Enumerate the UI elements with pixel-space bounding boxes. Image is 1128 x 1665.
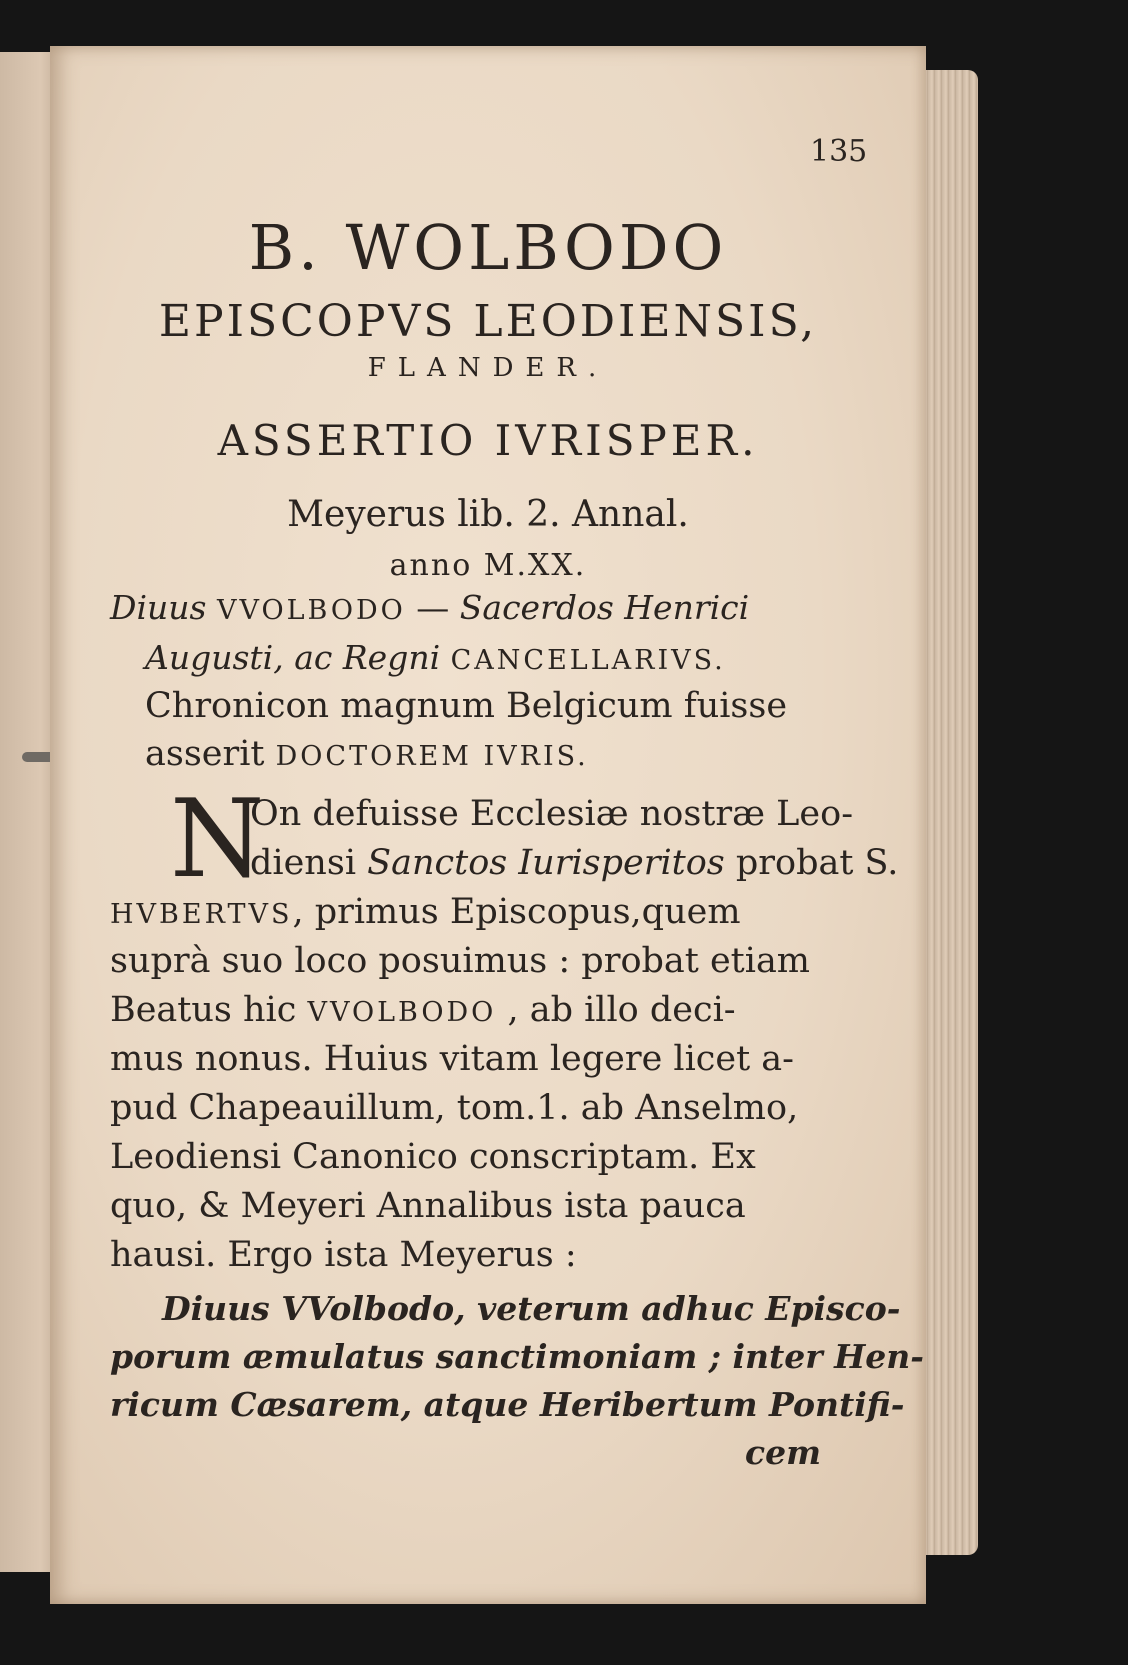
citation-line-4: asserit DOCTOREM IVRIS. — [145, 734, 589, 774]
body-line-1: On defuisse Ecclesiæ nostræ Leo- — [250, 794, 854, 834]
body-line-2: diensi Sanctos Iurisperitos probat S. — [250, 843, 899, 883]
book-page — [50, 46, 926, 1604]
drop-capital: N — [170, 777, 265, 902]
citation-line-1: Diuus VVOLBODO — Sacerdos Henrici — [110, 588, 750, 627]
title-name: B. WOLBODO — [248, 211, 728, 284]
source-reference: Meyerus lib. 2. Annal. — [287, 494, 689, 535]
quote-line-2: porum æmulatus sanctimoniam ; inter Hen- — [110, 1337, 924, 1376]
citation-line-2: Augusti, ac Regni CANCELLARIVS. — [145, 638, 726, 677]
body-line-9: quo, & Meyeri Annalibus ista pauca — [110, 1186, 746, 1226]
section-heading: ASSERTIO IVRISPER. — [217, 416, 759, 465]
quote-line-4: cem — [745, 1433, 822, 1472]
source-year: anno M.XX. — [389, 548, 587, 583]
quote-line-1: Diuus VVolbodo, veterum adhuc Episco- — [162, 1289, 901, 1328]
citation-line-3: Chronicon magnum Belgicum fuisse — [145, 686, 788, 726]
title-role: EPISCOPVS LEODIENSIS, — [158, 296, 818, 347]
page-number: 135 — [810, 134, 868, 169]
body-line-8: Leodiensi Canonico conscriptam. Ex — [110, 1137, 756, 1177]
body-line-7: pud Chapeauillum, tom.1. ab Anselmo, — [110, 1088, 799, 1128]
body-line-5: Beatus hic VVOLBODO , ab illo deci- — [110, 990, 736, 1030]
quote-line-3: ricum Cæsarem, atque Heribertum Pontifi- — [110, 1385, 905, 1424]
body-line-6: mus nonus. Huius vitam legere licet a- — [110, 1039, 795, 1079]
title-origin: FLANDER. — [367, 353, 609, 383]
body-line-3: HVBERTVS, primus Episcopus,quem — [110, 892, 741, 932]
body-line-10: hausi. Ergo ista Meyerus : — [110, 1235, 577, 1275]
body-line-4: suprà suo loco posuimus : probat etiam — [110, 941, 810, 981]
